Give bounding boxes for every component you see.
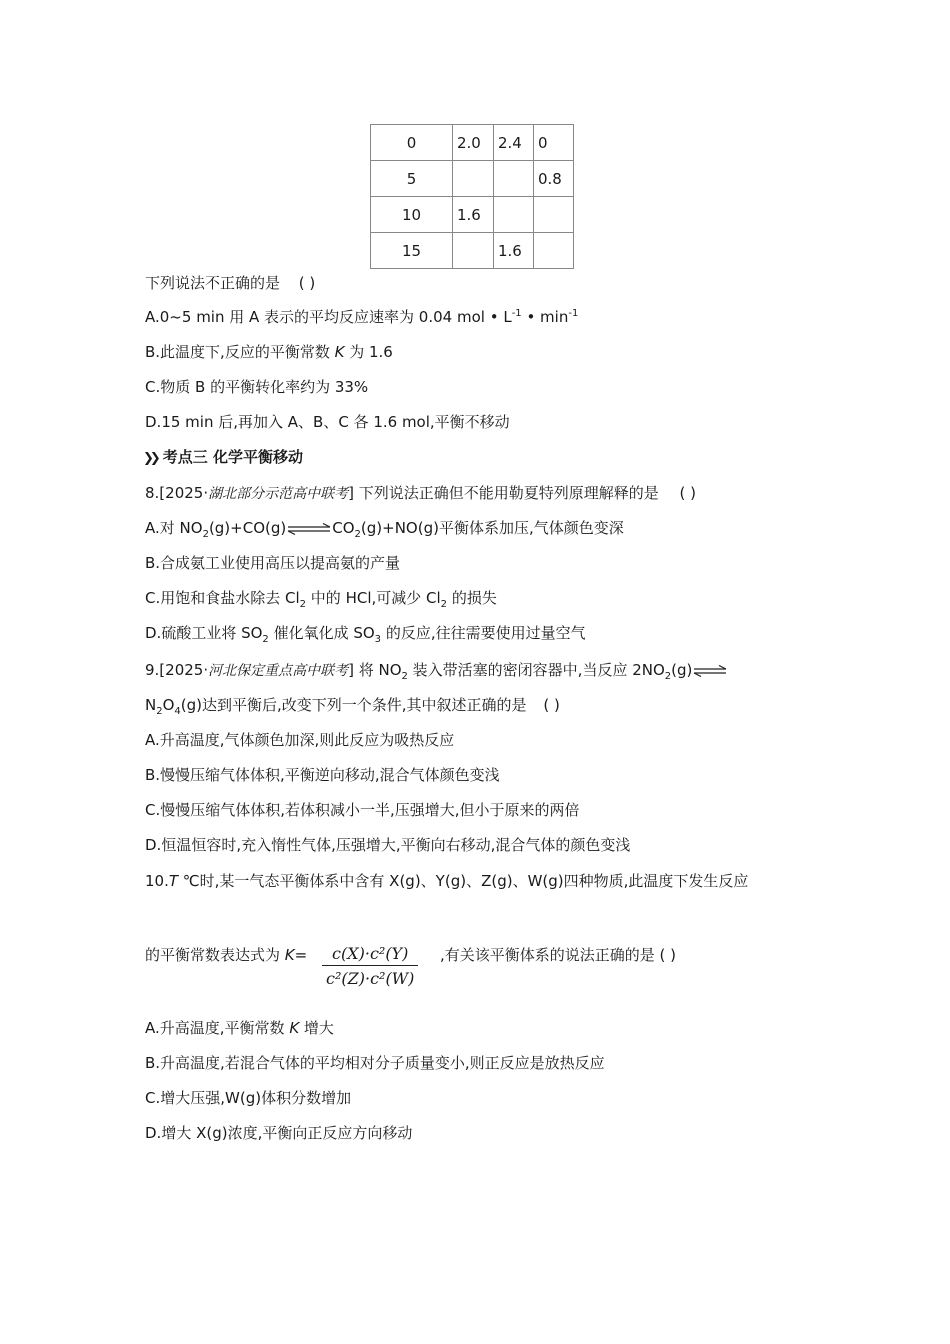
table-row [371,125,574,161]
table-cell: 1.6 [494,233,534,269]
q8-stem: 8.[2025·湖北部分示范高中联考] 下列说法正确但不能用勒夏特列原理解释的是 ( ) [145,484,696,502]
q7-option-d: D.15 min 后,再加入 A、B、C 各 1.6 mol,平衡不移动 [145,413,510,431]
q10-option-c: C.增大压强,W(g)体积分数增加 [145,1089,352,1107]
q8-option-d: D.硫酸工业将 $SO_2$ 催化氧化成 $SO_3$ 的反应,往往需要使用过量空气 [145,624,586,645]
q7-option-b: B.此温度下,反应的平衡常数 K 为 1.6 [145,343,393,361]
table-cell: 2.4 [494,125,534,161]
table-row [371,161,574,197]
q10-option-b: B.升高温度,若混合气体的平均相对分子质量变小,则正反应是放热反应 [145,1054,605,1072]
table-cell [453,161,494,197]
fraction-denominator: c²(Z)·c²(W) [326,969,415,988]
q9-option-c: C.慢慢压缩气体体积,若体积减小一半,压强增大,但小于原来的两倍 [145,801,580,819]
table-cell [494,197,534,233]
section-heading: ❯❯ 考点三 化学平衡移动 [143,448,304,466]
q9-option-b: B.慢慢压缩气体体积,平衡逆向移动,混合气体颜色变浅 [145,766,500,784]
table-cell: 0.8 [534,161,574,197]
q10-option-d: D.增大 X(g)浓度,平衡向正反应方向移动 [145,1124,413,1142]
q7-option-c: C.物质 B 的平衡转化率约为 33% [145,378,369,396]
q10-option-a: A.升高温度,平衡常数 K 增大 [145,1019,334,1037]
equilibrium-arrow-icon [693,665,727,677]
arrow-icon: ❯❯ [143,451,157,466]
table-row [371,233,574,269]
table-cell: 10 [371,197,453,233]
table-row [371,197,574,233]
table-cell [534,197,574,233]
equilibrium-constant-fraction [322,944,418,988]
table-cell [494,161,534,197]
table-cell [453,233,494,269]
table-cell: 1.6 [453,197,494,233]
table-cell [534,233,574,269]
q9-option-d: D.恒温恒容时,充入惰性气体,压强增大,平衡向右移动,混合气体的颜色变浅 [145,836,631,854]
q10-stem-line2: 的平衡常数表达式为 K= [145,946,308,964]
equilibrium-arrow-icon [287,523,331,535]
q9-stem: 9.[2025·河北保定重点高中联考] 将 $NO_2$ 装入带活塞的密闭容器中,当反应 $2NO_2(g)$ [145,659,728,680]
table-cell: 5 [371,161,453,197]
q7-option-a: A.0~5 min 用 A 表示的平均反应速率为 0.04 mol • $L^{-1}$ • $\min^{-1}$ [145,308,579,326]
table-cell: 0 [371,125,453,161]
q10-stem: 10.T ℃时,某一气态平衡体系中含有 X(g)、Y(g)、Z(g)、W(g)四种物质,此温度下发生反应 [145,872,749,890]
q9-option-a: A.升高温度,气体颜色加深,则此反应为吸热反应 [145,731,455,749]
q8-option-b: B.合成氨工业使用高压以提高氨的产量 [145,554,401,572]
fraction-numerator: c(X)·c²(Y) [322,944,418,966]
table-cell: 2.0 [453,125,494,161]
q10-stem-line2-tail: ,有关该平衡体系的说法正确的是 ( ) [440,946,677,964]
q9-stem-line2: $N_2O_4(g)$达到平衡后,改变下列一个条件,其中叙述正确的是 ( ) [145,696,560,717]
q7-stem: 下列说法不正确的是 ( ) [145,274,316,292]
q8-option-c: C.用饱和食盐水除去 $Cl_2$ 中的 HCl,可减少 $Cl_2$ 的损失 [145,589,497,610]
data-table [370,124,574,269]
table-cell: 0 [534,125,574,161]
table-cell: 15 [371,233,453,269]
q8-option-a: A.对 $NO_2(g)+CO(g)$ $CO_2(g)+NO(g)$平衡体系加压,气体颜色变深 [145,519,624,540]
